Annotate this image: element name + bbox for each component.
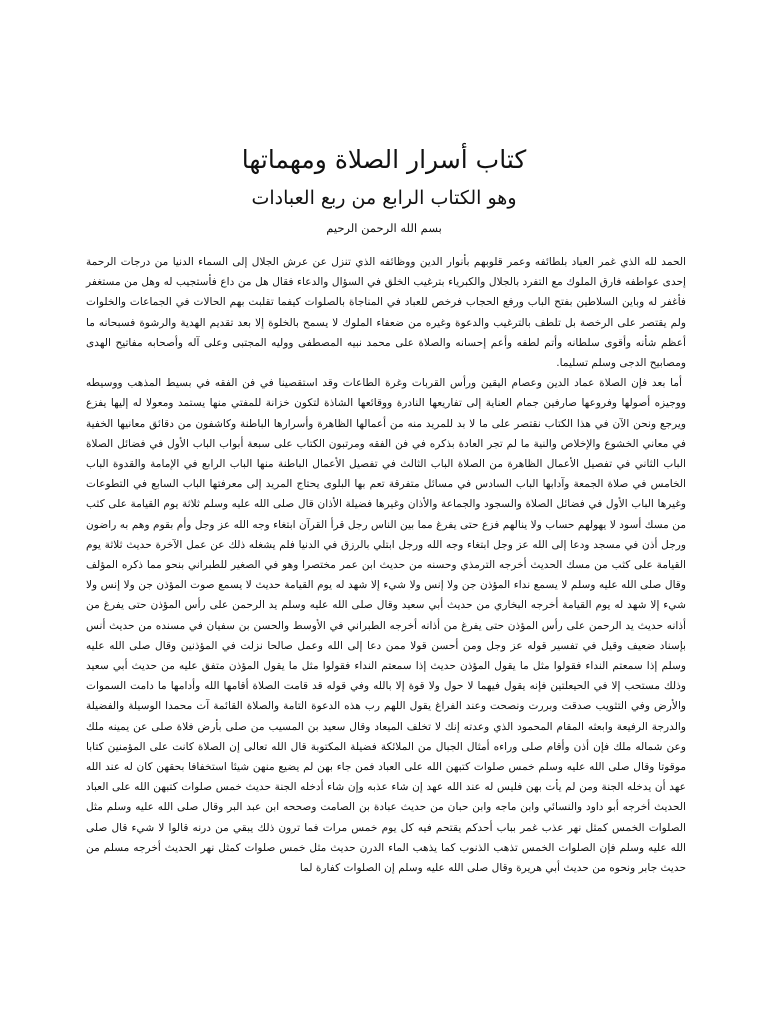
book-title: كتاب أسرار الصلاة ومهماتها (241, 145, 527, 174)
book-subtitle: وهو الكتاب الرابع من ربع العبادات (251, 187, 517, 209)
intro-paragraph: الحمد لله الذي غمر العباد بلطائفه وعمر قلوبهم بأنوار الدين ووظائفه الذي تنزل عن عرش الجلال إلى السماء الدنيا من درجات الرحمة إحدى عواطفه فارق الملوك مع التفرد بالجلال والكبرياء بترغيب الخلق في السؤال والدعاء فقال هل من داع فأستجيب له وهل من مستغفر فأغفر له وباين السلاطين بفتح الباب ورفع الحجاب فرخص للعباد في المناجاة بالصلوات كيفما تقلبت بهم الحالات في الجماعات والخلوات ولم يقتصر على الرخصة بل تلطف بالترغيب والدعوة وغيره من ضعفاء الملوك لا يسمح بالخلوة إلا بعد تقديم الهدية والرشوة فسبحانه ما أعظم شأنه وأقوى سلطانه وأتم لطفه وأعم إحسانه والصلاة على محمد نبيه المصطفى ووليه المجتبى وعلى آله وأصحابه مفاتيح الهدى ومصابيح الدجى وسلم تسليما. (86, 256, 686, 370)
body-text (86, 252, 686, 878)
main-paragraph: أما بعد فإن الصلاة عماد الدين وعصام اليقين ورأس القربات وغرة الطاعات وقد استقصينا في فن الفقه في بسيط المذهب ووسيطه ووجيزه أصولها وفروعها صارفين جمام العناية إلى تفاريعها النادرة ووقائعها الشاذة لتكون خزانة للمفتي منها يستمد ومعولا له إليها يفزع ويرجع ونحن الآن في هذا الكتاب نقتصر على ما لا بد للمريد منه من أعمالها الظاهرة وأسرارها الباطنة وكاشفون من دقائق معانيها الخفية في معاني الخشوع والإخلاص والنية ما لم تجر العادة بذكره في فن الفقه ومرتبون الكتاب على سبعة أبواب الباب الأول في فضائل الصلاة الباب الثاني في تفصيل الأعمال الظاهرة من الصلاة الباب الثالث في تفصيل الأعمال الباطنة منها الباب الرابع في الإمامة والقدوة الباب الخامس في صلاة الجمعة وآدابها الباب السادس في مسائل متفرقة تعم بها البلوى يحتاج المريد إلى معرفتها الباب السابع في التطوعات وغيرها الباب الأول في فضائل الصلاة والسجود والجماعة والأذان وغيرها فضيلة الأذان قال صلى الله عليه وسلم ثلاثة يوم القيامة على كثب من مسك أسود لا يهولهم حساب ولا ينالهم فزع حتى يفرغ مما بين الناس رجل قرأ القرآن ابتغاء وجه الله عز وجل وأم بقوم وهم به راضون ورجل أذن في مسجد ودعا إلى الله عز وجل ابتغاء وجه الله ورجل ابتلي بالرزق في الدنيا فلم يشغله ذلك عن عمل الآخرة حديث ثلاثة يوم القيامة على كثب من مسك الحديث أخرجه الترمذي وحسنه من حديث ابن عمر مختصرا وهو في الصغير للطبراني بنحو مما ذكره المؤلف وقال صلى الله عليه وسلم لا يسمع نداء المؤذن جن ولا إنس ولا شيء إلا شهد له يوم القيامة حديث لا يسمع صوت المؤذن جن ولا إنس ولا شيء إلا شهد له يوم القيامة أخرجه البخاري من حديث أبي سعيد وقال صلى الله عليه وسلم يد الرحمن على رأس المؤذن حتى يفرغ من أذانه حديث يد الرحمن على رأس المؤذن حتى يفرغ من أذانه أخرجه الطبراني في الأوسط والحسن بن سفيان في مسنده من حديث أنس بإسناد ضعيف وقيل في تفسير قوله عز وجل ومن أحسن قولا ممن دعا إلى الله وعمل صالحا نزلت في المؤذنين وقال صلى الله عليه وسلم إذا سمعتم النداء فقولوا مثل ما يقول المؤذن حديث إذا سمعتم النداء فقولوا مثل ما يقول المؤذن متفق عليه من حديث أبي سعيد وذلك مستحب إلا في الحيعلتين فإنه يقول فيهما لا حول ولا قوة إلا بالله وفي قوله قد قامت الصلاة أقامها الله وأدامها ما دامت السموات والأرض وفي التثويب صدقت وبررت ونصحت وعند الفراغ يقول اللهم رب هذه الدعوة التامة والصلاة القائمة آت محمدا الوسيلة والفضيلة والدرجة الرفيعة وابعثه المقام المحمود الذي وعدته إنك لا تخلف الميعاد وقال سعيد بن المسيب من صلى بأرض فلاة صلى عن يمينه ملك وعن شماله ملك فإن أذن وأقام صلى وراءه أمثال الجبال من الملائكة فضيلة المكتوبة قال الله تعالى إن الصلاة كانت على المؤمنين كتابا موقوتا وقال صلى الله عليه وسلم خمس صلوات كتبهن الله على العباد فمن جاء بهن لم يضيع منهن شيئا استخفافا بحقهن كان له عند الله عهد أن يدخله الجنة ومن لم يأت بهن فليس له عند الله عهد إن شاء عذبه وإن شاء أدخله الجنة حديث خمس صلوات كتبهن الله على العباد الحديث أخرجه أبو داود والنسائي وابن ماجه وابن حبان من حديث عبادة بن الصامت وصححه ابن عبد البر وقال صلى الله عليه وسلم مثل الصلوات الخمس كمثل نهر عذب غمر بباب أحدكم يقتحم فيه كل يوم خمس مرات فما ترون ذلك يبقي من درنه قالوا لا شيء قال صلى الله عليه وسلم فإن الصلوات الخمس تذهب الذنوب كما يذهب الماء الدرن حديث مثل خمس صلوات كمثل نهر الحديث أخرجه مسلم من حديث جابر ونحوه من حديث أبي هريرة وقال صلى الله عليه وسلم إن الصلوات كفارة لما (86, 377, 686, 875)
basmala: بسم الله الرحمن الرحيم (326, 221, 442, 235)
